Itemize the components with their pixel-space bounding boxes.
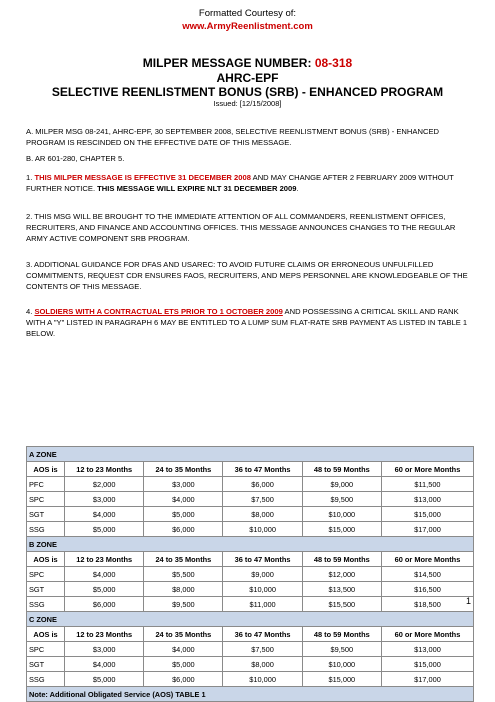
rank-cell: SPC	[27, 492, 65, 507]
amount-cell: $3,000	[65, 492, 144, 507]
message-number-label: MILPER MESSAGE NUMBER:	[142, 56, 315, 70]
rank-cell: SGT	[27, 657, 65, 672]
rank-cell: PFC	[27, 477, 65, 492]
zone-header-row	[27, 537, 474, 552]
table-row	[27, 642, 474, 657]
column-header: 36 to 47 Months	[223, 552, 302, 567]
amount-cell: $9,000	[302, 477, 381, 492]
table-row	[27, 492, 474, 507]
rank-cell: SGT	[27, 582, 65, 597]
paragraph-2: 2. THIS MSG WILL BE BROUGHT TO THE IMMEDIATE ATTENTION OF ALL COMMANDERS, REENLISTMENT OFFICES, RECRUITERS, AND FINANCE AND ACCOUNTING OFFICES. THIS MESSAGE ANNOUNCES CHANGES TO THE REGULAR ARMY ACTIVE COMPONENT SRB PROGRAM.	[26, 212, 456, 243]
amount-cell: $13,500	[302, 582, 381, 597]
amount-cell: $4,000	[65, 507, 144, 522]
column-header-row	[27, 462, 474, 477]
paragraph-4-ets: SOLDIERS WITH A CONTRACTUAL ETS PRIOR TO 1 OCTOBER 2009	[34, 307, 283, 316]
rank-cell: SGT	[27, 507, 65, 522]
amount-cell: $2,000	[65, 477, 144, 492]
amount-cell: $10,000	[302, 507, 381, 522]
column-header-row	[27, 552, 474, 567]
table-row	[27, 567, 474, 582]
table-row	[27, 477, 474, 492]
amount-cell: $5,000	[65, 582, 144, 597]
amount-cell: $13,000	[381, 492, 473, 507]
paragraph-3: 3. ADDITIONAL GUIDANCE FOR DFAS AND USAREC: TO AVOID FUTURE CLAIMS OR ERRONEOUS UNFULFILLED COMMITMENTS, REQUEST CDR ENSURES FAOS, RECRUITERS, AND MEPS PERSONNEL ARE KNOWLEDGEABLE OF THE CONTENTS OF THIS MESSAGE.	[26, 260, 468, 291]
amount-cell: $15,000	[302, 522, 381, 537]
amount-cell: $5,000	[65, 672, 144, 687]
amount-cell: $15,000	[302, 672, 381, 687]
paragraph-1-expire: THIS MESSAGE WILL EXPIRE NLT 31 DECEMBER 2009	[97, 184, 297, 193]
amount-cell: $6,000	[65, 597, 144, 612]
table-note-row	[27, 687, 474, 702]
paragraph-1-end: .	[296, 184, 299, 193]
zone-header-row	[27, 447, 474, 462]
amount-cell: $10,000	[223, 582, 302, 597]
amount-cell: $9,500	[302, 492, 381, 507]
amount-cell: $7,500	[223, 642, 302, 657]
paragraph-1-number: 1.	[26, 173, 35, 182]
paragraph-b: B. AR 601-280, CHAPTER 5.	[26, 154, 125, 163]
amount-cell: $3,000	[65, 642, 144, 657]
paragraph-1-middle: AND MAY CHANGE AFTER 2 FEBRUARY 2009 WITHOUT FURTHER NOTICE.	[26, 173, 454, 193]
column-header: 48 to 59 Months	[302, 627, 381, 642]
amount-cell: $6,000	[223, 477, 302, 492]
amount-cell: $6,000	[144, 522, 223, 537]
amount-cell: $15,000	[381, 657, 473, 672]
amount-cell: $8,000	[223, 507, 302, 522]
amount-cell: $15,000	[381, 507, 473, 522]
table-row	[27, 672, 474, 687]
amount-cell: $18,500	[381, 597, 473, 612]
amount-cell: $4,000	[65, 567, 144, 582]
zone-label: A ZONE	[27, 447, 474, 462]
amount-cell: $8,000	[223, 657, 302, 672]
amount-cell: $12,000	[302, 567, 381, 582]
column-header: AOS is	[27, 462, 65, 477]
column-header: AOS is	[27, 627, 65, 642]
zone-label: C ZONE	[27, 612, 474, 627]
paragraph-4-number: 4.	[26, 307, 35, 316]
amount-cell: $7,500	[223, 492, 302, 507]
column-header: 36 to 47 Months	[223, 627, 302, 642]
column-header: 12 to 23 Months	[65, 552, 144, 567]
table-row	[27, 507, 474, 522]
courtesy-line: Formatted Courtesy of:	[198, 8, 297, 19]
message-number-heading	[0, 56, 495, 70]
amount-cell: $13,000	[381, 642, 473, 657]
column-header: 60 or More Months	[381, 627, 473, 642]
column-header: AOS is	[27, 552, 65, 567]
paragraph-4-rest: AND POSSESSING A CRITICAL SKILL AND RANK WITH A "Y" LISTED IN PARAGRAPH 6 MAY BE ENTITLED TO A LUMP SUM FLAT-RATE SRB PAYMENT AS LISTED IN TABLE 1 BELOW.	[26, 307, 468, 338]
amount-cell: $5,000	[144, 657, 223, 672]
amount-cell: $8,000	[144, 582, 223, 597]
agency-heading: AHRC-EPF	[216, 71, 279, 85]
rank-cell: SSG	[27, 597, 65, 612]
column-header: 60 or More Months	[381, 552, 473, 567]
amount-cell: $4,000	[144, 642, 223, 657]
amount-cell: $10,000	[223, 522, 302, 537]
amount-cell: $17,000	[381, 522, 473, 537]
page-number: 1	[465, 596, 471, 606]
srb-table	[26, 446, 474, 702]
column-header: 12 to 23 Months	[65, 627, 144, 642]
column-header: 36 to 47 Months	[223, 462, 302, 477]
amount-cell: $9,500	[302, 642, 381, 657]
amount-cell: $16,500	[381, 582, 473, 597]
amount-cell: $11,000	[223, 597, 302, 612]
amount-cell: $17,000	[381, 672, 473, 687]
table-row	[27, 522, 474, 537]
zone-label: B ZONE	[27, 537, 474, 552]
amount-cell: $6,000	[144, 672, 223, 687]
amount-cell: $11,500	[381, 477, 473, 492]
subject-heading: SELECTIVE REENLISTMENT BONUS (SRB) - ENHANCED PROGRAM	[51, 85, 444, 99]
column-header: 24 to 35 Months	[144, 552, 223, 567]
table-row	[27, 657, 474, 672]
paragraph-4	[26, 306, 476, 339]
table-row	[27, 597, 474, 612]
paragraph-1	[26, 172, 476, 194]
site-link[interactable]: www.ArmyReenlistment.com	[182, 21, 313, 32]
column-header-row	[27, 627, 474, 642]
rank-cell: SSG	[27, 522, 65, 537]
amount-cell: $4,000	[65, 657, 144, 672]
column-header: 12 to 23 Months	[65, 462, 144, 477]
column-header: 60 or More Months	[381, 462, 473, 477]
amount-cell: $14,500	[381, 567, 473, 582]
table-row	[27, 582, 474, 597]
amount-cell: $3,000	[144, 477, 223, 492]
table-note: Note: Additional Obligated Service (AOS) TABLE 1	[27, 687, 474, 702]
paragraph-1-effective: THIS MILPER MESSAGE IS EFFECTIVE 31 DECEMBER 2008	[34, 173, 251, 182]
message-number: 08-318	[314, 56, 353, 70]
amount-cell: $10,000	[223, 672, 302, 687]
column-header: 24 to 35 Months	[144, 462, 223, 477]
rank-cell: SSG	[27, 672, 65, 687]
rank-cell: SPC	[27, 567, 65, 582]
zone-header-row	[27, 612, 474, 627]
amount-cell: $4,000	[144, 492, 223, 507]
amount-cell: $5,000	[65, 522, 144, 537]
issued-date: Issued: [12/15/2008]	[213, 99, 282, 108]
rank-cell: SPC	[27, 642, 65, 657]
amount-cell: $15,500	[302, 597, 381, 612]
column-header: 48 to 59 Months	[302, 462, 381, 477]
amount-cell: $9,000	[223, 567, 302, 582]
paragraph-a: A. MILPER MSG 08-241, AHRC-EPF, 30 SEPTEMBER 2008, SELECTIVE REENLISTMENT BONUS (SRB) - ENHANCED PROGRAM IS RESCINDED ON THE EFFECTIVE DATE OF THIS MESSAGE.	[26, 127, 439, 147]
column-header: 48 to 59 Months	[302, 552, 381, 567]
amount-cell: $5,500	[144, 567, 223, 582]
amount-cell: $5,000	[144, 507, 223, 522]
column-header: 24 to 35 Months	[144, 627, 223, 642]
amount-cell: $10,000	[302, 657, 381, 672]
amount-cell: $9,500	[144, 597, 223, 612]
